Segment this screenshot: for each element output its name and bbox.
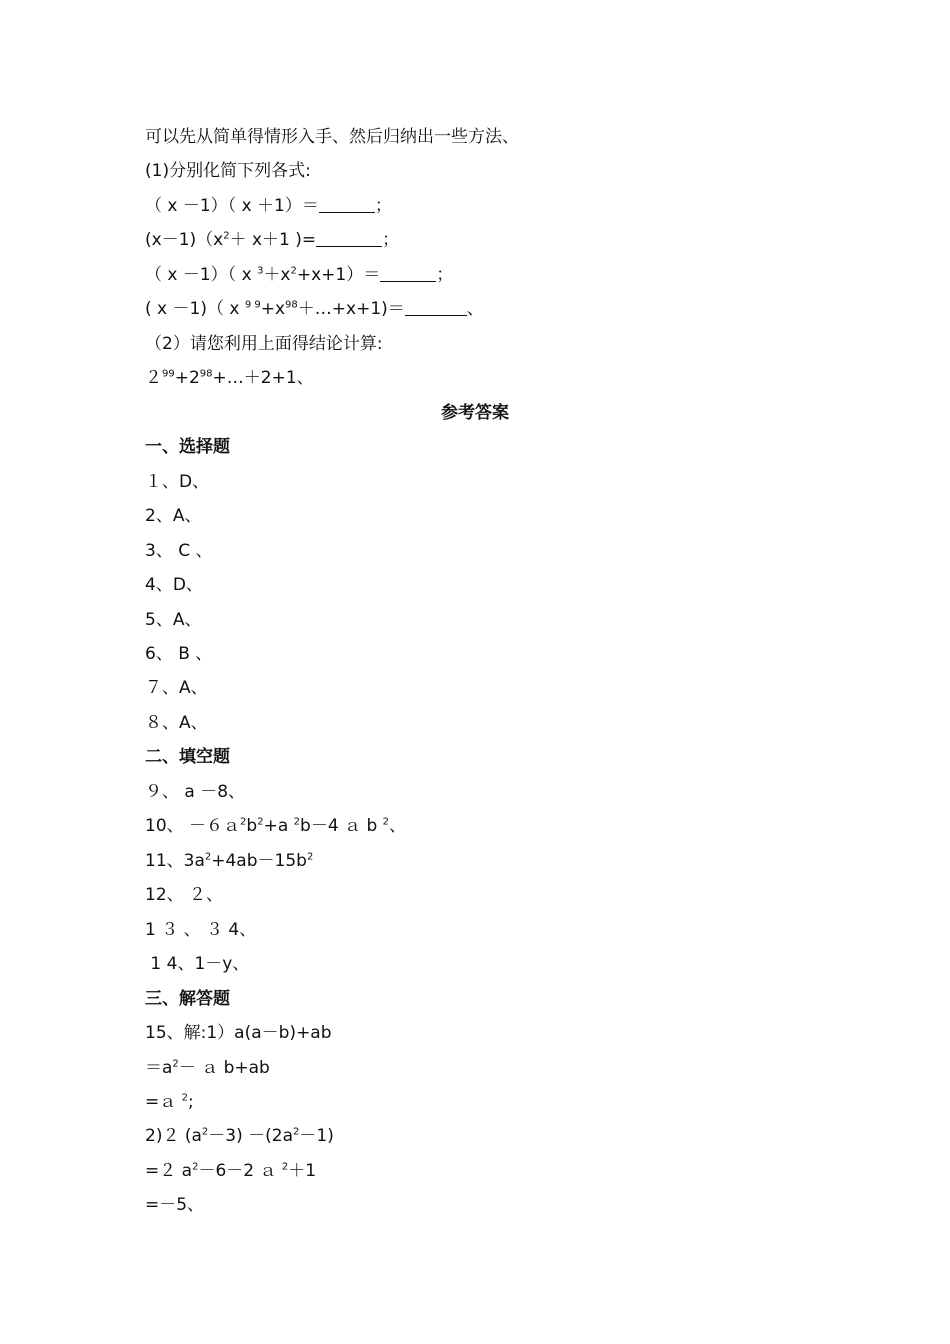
equation-2: $(x-1)(x^2+ x+1$ )= ； [145, 230, 400, 250]
fill-answer-10: 10、 $-6a^2b^2+a$ $^2$b－4 ａ b $^2$、 [145, 816, 407, 836]
choice-answer: ８、A、 [145, 713, 208, 733]
solution-15-line-1: 15、解:1）a(a－b)+ab [145, 1023, 332, 1043]
choice-answer: 5、A、 [145, 610, 202, 630]
answer-blank [405, 299, 467, 316]
choice-answer: １、D、 [145, 472, 210, 492]
answer-blank [319, 196, 375, 213]
solution-15-line-6: =－5、 [145, 1195, 205, 1215]
answer-blank [380, 265, 436, 282]
fill-answer-13: 1 ３ 、 ３ 4、 [145, 920, 257, 940]
fill-answer-12: 12、 ２、 [145, 885, 224, 905]
question-2-label: （2）请您利用上面得结论计算: [145, 334, 383, 354]
equation-1: （ x －1）（ x ＋1）＝ ； [145, 196, 392, 216]
choice-answer: 3、 C 、 [145, 541, 213, 561]
choice-answer: ７、A、 [145, 678, 208, 698]
answer-blank [316, 230, 382, 247]
choice-answer: 2、A、 [145, 506, 202, 526]
section-heading-fill: 二、填空题 [145, 747, 230, 767]
intro-text: 可以先从简单得情形入手、然后归纳出一些方法、 [145, 127, 519, 147]
section-heading-choice: 一、选择题 [145, 437, 230, 457]
question-1-label: (1)分别化简下列各式: [145, 161, 311, 181]
answer-title: 参考答案 [441, 403, 509, 423]
choice-answer: 6、 B 、 [145, 644, 213, 664]
equation-3: （ x －1）（ x $^3+x^2+x+1)=$ ； [145, 265, 454, 285]
fill-answer-11: 11、$3a^2+4ab-15b^2$ [145, 851, 314, 871]
question-2-expression: $2^{99}+2^{98}+\dots+2+1$、 [145, 368, 314, 388]
section-heading-solve: 三、解答题 [145, 989, 230, 1009]
fill-answer-9: ９、 a －8、 [145, 782, 246, 802]
choice-answer: 4、D、 [145, 575, 203, 595]
equation-4: ( x －1)（ x $^{9 9}+x^{98}+\dots+x+1)=$ 、 [145, 299, 484, 319]
solution-15-line-5: =２ $a^2-6-2$ ａ $^2$＋1 [145, 1161, 317, 1181]
fill-answer-14: 1 4、1－y、 [145, 954, 250, 974]
solution-15-line-4: 2)２ $(a^2-3) -(2a^2-1)$ [145, 1126, 334, 1146]
solution-15-line-3: =ａ $^2$; [145, 1092, 194, 1112]
solution-15-line-2: $=a^2-$ ａ b+ab [145, 1058, 270, 1078]
